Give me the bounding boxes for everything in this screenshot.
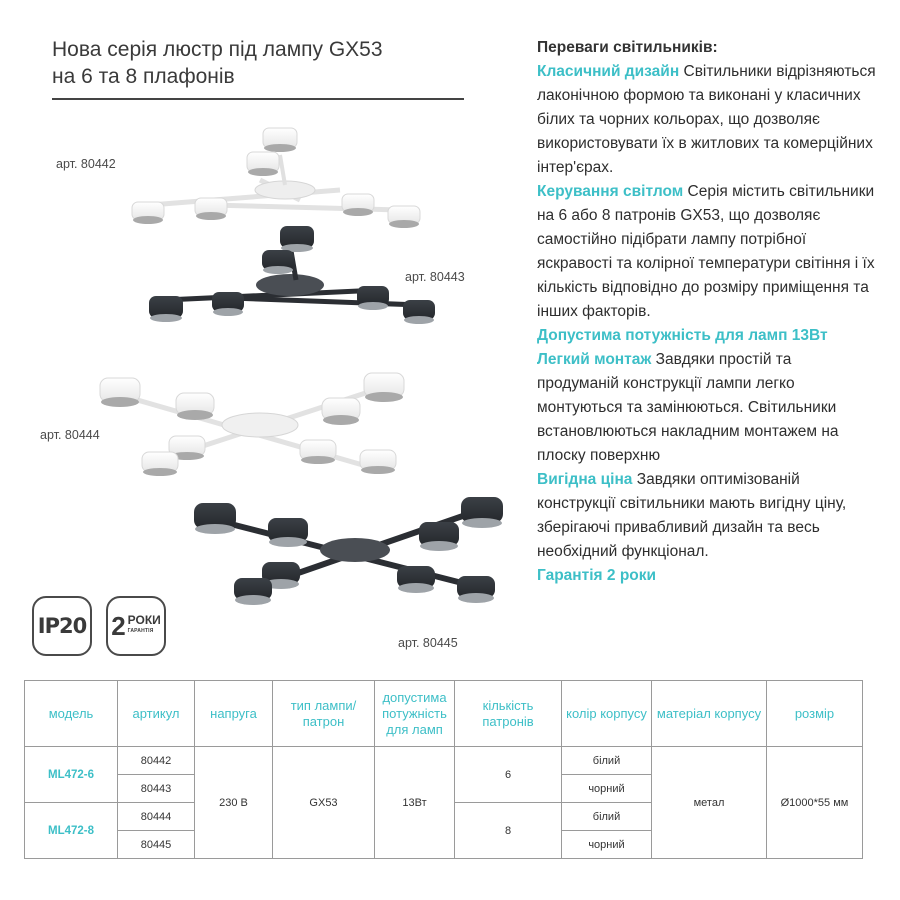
- advantages-heading: Переваги світильників:: [537, 39, 718, 56]
- article-label-80443: арт. 80443: [405, 270, 465, 284]
- color-cell: чорний: [562, 775, 652, 803]
- header-body-material: матеріал корпусу: [652, 681, 767, 747]
- article-cell: 80445: [118, 831, 195, 859]
- advantages-section: [537, 36, 877, 588]
- table-row: [25, 747, 863, 775]
- advantage-text: Завдяки оптимізованій конструкції світильники мають вигідну ціну, зберігаючі привабливий дизайн та весь необхідний функціонал.: [537, 471, 847, 560]
- socket-count-cell: 8: [455, 803, 562, 859]
- ip20-badge: [32, 596, 92, 656]
- warranty-number: 2: [111, 611, 126, 641]
- size-cell: Ø1000*55 мм: [767, 747, 863, 859]
- voltage-cell: 230 В: [195, 747, 273, 859]
- title-line-2: на 6 та 8 плафонів: [52, 65, 235, 88]
- ip20-badge-text: IP20: [37, 614, 87, 638]
- chandelier-80444: [100, 373, 404, 476]
- advantage-title: Легкий монтаж: [537, 351, 652, 368]
- header-size: розмір: [767, 681, 863, 747]
- advantage-item: [537, 60, 877, 180]
- advantage-title: Класичний дизайн: [537, 63, 680, 80]
- chandelier-80443: [149, 226, 435, 324]
- article-label-80442: арт. 80442: [56, 157, 116, 171]
- advantage-title: Керування світлом: [537, 183, 684, 200]
- warranty-badge: [106, 596, 166, 656]
- socket-count-cell: 6: [455, 747, 562, 803]
- advantage-item: [537, 348, 877, 468]
- header-power: допустима потужність для ламп: [375, 681, 455, 747]
- advantage-item: [537, 324, 877, 348]
- lamp-type-cell: GX53: [273, 747, 375, 859]
- advantage-item: [537, 564, 877, 588]
- title-line-1: Нова серія люстр під лампу GX53: [52, 38, 383, 61]
- header-lamp-type: тип лампи/ патрон: [273, 681, 375, 747]
- advantage-text: Завдяки простій та продуманій конструкції лампи легко монтуються та замінюються. Світильники встановлюються накладним монтажем на плоску поверхню: [537, 351, 839, 464]
- header-model: модель: [25, 681, 118, 747]
- article-label-80444: арт. 80444: [40, 428, 100, 442]
- spec-table: [24, 680, 863, 859]
- advantage-item: [537, 468, 877, 564]
- advantage-title: Вигідна ціна: [537, 471, 633, 488]
- header-article: артикул: [118, 681, 195, 747]
- header-body-color: колір корпусу: [562, 681, 652, 747]
- warranty-years: РОКИ: [127, 613, 161, 627]
- header-voltage: напруга: [195, 681, 273, 747]
- material-cell: метал: [652, 747, 767, 859]
- color-cell: чорний: [562, 831, 652, 859]
- advantage-title: Допустима потужність для ламп 13Вт: [537, 327, 828, 344]
- article-cell: 80444: [118, 803, 195, 831]
- power-cell: 13Вт: [375, 747, 455, 859]
- article-cell: 80442: [118, 747, 195, 775]
- chandelier-80442: [132, 128, 420, 228]
- advantage-title: Гарантія 2 роки: [537, 567, 657, 584]
- table-header-row: [25, 681, 863, 747]
- model-cell: ML472-6: [25, 747, 118, 803]
- header-socket-count: кількість патронів: [455, 681, 562, 747]
- advantage-text: Серія містить світильники на 6 або 8 патронів GX53, що дозволяє самостійно підібрати лампу потрібної яскравості та колірної температури світіння і їх кількість відповідно до розміру приміщення та інших факторів.: [537, 183, 875, 320]
- model-cell: ML472-8: [25, 803, 118, 859]
- warranty-caption: ГАРАНТІЯ: [127, 628, 154, 634]
- article-label-80445: арт. 80445: [398, 636, 458, 650]
- color-cell: білий: [562, 747, 652, 775]
- article-cell: 80443: [118, 775, 195, 803]
- advantage-item: [537, 180, 877, 324]
- advantage-text: Світильники відрізняються лаконічною формою та виконані у класичних білих та чорних кольорах, що дозволяє використовувати їх в житлових та комерційних інтер'єрах.: [537, 63, 876, 176]
- color-cell: білий: [562, 803, 652, 831]
- product-illustrations: [0, 0, 520, 660]
- chandelier-80445: [194, 497, 503, 605]
